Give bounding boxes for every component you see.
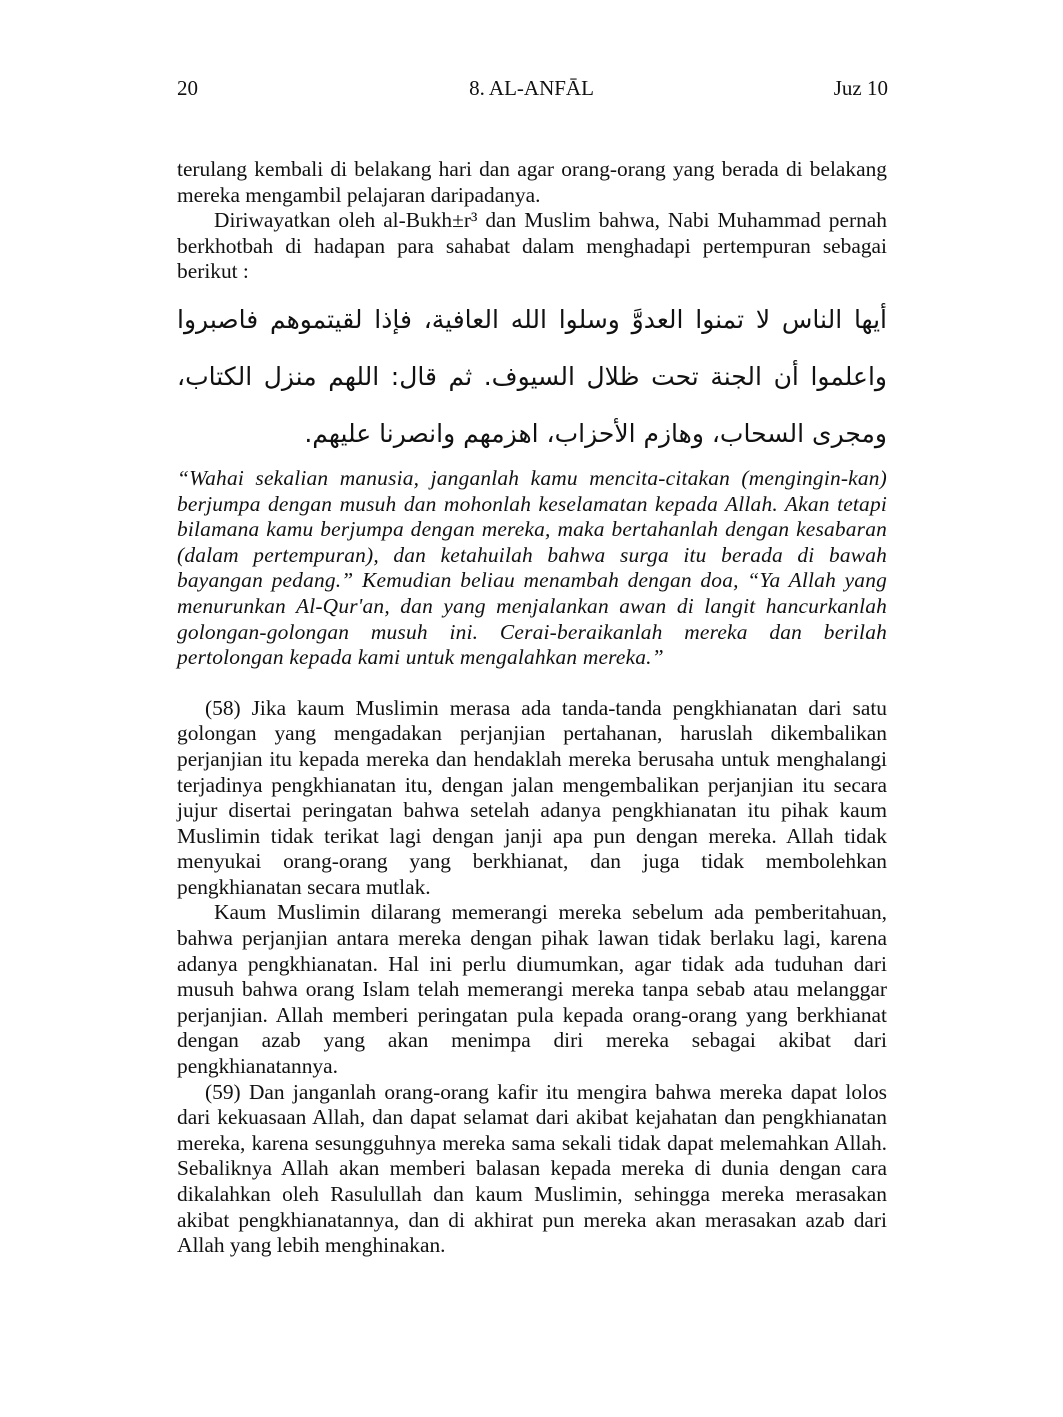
page-body: [177, 157, 887, 1259]
paragraph-verse-58-continued: Kaum Muslimin dilarang memerangi mereka sebelum ada pemberitahuan, bahwa perjanjian antara mereka dengan pihak lawan tidak berlaku lagi, karena adanya pengkhianatan. Hal ini perlu diumumkan, agar tidak ada tuduhan dari musuh bahwa orang Islam telah memerangi mereka tanpa sebab atau melanggar perjanjian. Allah memberi peringatan pula kepada orang-orang yang berkhianat dengan azab yang akan menimpa diri mereka sebagai akibat dari pengkhianatannya.: [177, 900, 887, 1079]
paragraph-verse-59: (59) Dan janganlah orang-orang kafir itu mengira bahwa mereka dapat lolos dari kekuasaan Allah, dan dapat selamat dari akibat kejahatan dan pengkhianatan mereka, karena sesungguhnya mereka sama sekali tidak dapat melemahkan Allah. Sebaliknya Allah akan memberi balasan kepada mereka di dunia dengan cara dikalahkan oleh Rasulullah dan kaum Muslimin, sehingga mereka merasakan akibat pengkhianatannya, dan di akhirat pun mereka akan merasakan azab dari Allah yang lebih menghinakan.: [177, 1079, 887, 1258]
page-number: 20: [177, 76, 198, 100]
hadith-translation: “Wahai sekalian manusia, janganlah kamu mencita-citakan (mengingin-kan) berjumpa dengan musuh dan mohonlah keselamatan kepada Allah. Akan tetapi bilamana kamu berjumpa dengan mereka, maka bertahanlah dengan kesabaran (dalam pertempuran), dan ketahuilah bahwa surga itu berada di bawah bayangan pedang.” Kemudian beliau menambah dengan doa, “Ya Allah yang menurunkan Al-Qur'an, dan yang menjalankan awan di langit hancurkanlah golongan-golongan musuh ini. Cerai-beraikanlah mereka dan berilah pertolongan kepada kami untuk mengalahkan mereka.”: [177, 465, 887, 670]
arabic-hadith-text: أيها الناس لا تمنوا العدوَّ وسلوا الله العافية، فإذا لقيتموهم فاصبروا واعلموا أن الجنة تحت ظلال السيوف. ثم قال: اللهم منزل الكتاب، ومجرى السحاب، وهازم الأحزاب، اهزمهم وانصرنا عليهم.: [177, 304, 887, 448]
spacer: [177, 671, 887, 696]
running-header-surah: 8. AL-ANFĀL: [469, 76, 594, 100]
paragraph-hadith-intro: Diriwayatkan oleh al-Bukh±r³ dan Muslim bahwa, Nabi Muhammad pernah berkhotbah di hadapan para sahabat dalam menghadapi pertempuran sebagai berikut :: [177, 208, 887, 284]
paragraph-verse-58: (58) Jika kaum Muslimin merasa ada tanda-tanda pengkhianatan dari satu golongan yang mengadakan perjanjian pertahanan, haruslah dikembalikan perjanjian itu kepada mereka dan hendaklah mereka berusaha untuk menghalangi terjadinya pengkhianatan itu, dengan jalan mengembalikan perjanjian itu secara jujur disertai peringatan bahwa setelah adanya pengkhianatan itu pihak kaum Muslimin tidak terikat lagi dengan janji apa pun dengan mereka. Allah tidak menyukai orang-orang yang berkhianat, dan juga tidak membolehkan pengkhianatan secara mutlak.: [177, 695, 887, 899]
running-header-juz: Juz 10: [833, 76, 888, 100]
paragraph-continuation: terulang kembali di belakang hari dan agar orang-orang yang berada di belakang mereka mengambil pelajaran daripadanya.: [177, 157, 887, 207]
